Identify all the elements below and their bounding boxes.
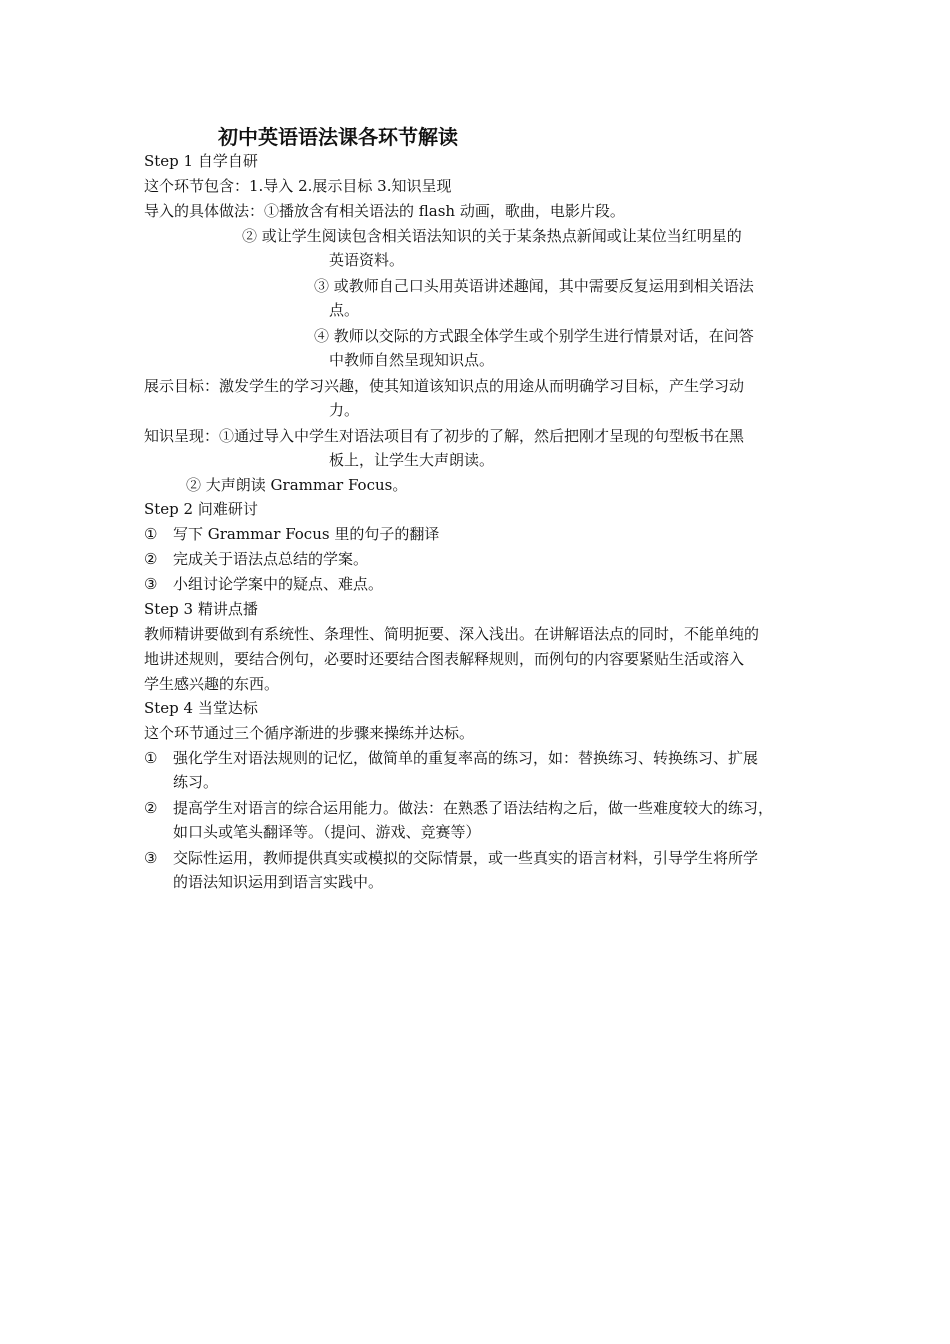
step4-heading: Step 4 当堂达标 [144, 699, 258, 717]
step1-intro-3b: 点。 [329, 301, 360, 319]
step4-item-line2: 的语法知识运用到语言实践中。 [173, 873, 384, 891]
step1-intro-3a: ③ 或教师自己口头用英语讲述趣闻，其中需要反复运用到相关语法 [314, 277, 754, 295]
step2-item-text: 写下 Grammar Focus 里的句子的翻译 [173, 525, 440, 543]
step4-item-line1: 强化学生对语法规则的记忆，做简单的重复率高的练习，如：替换练习、转换练习、扩展 [173, 749, 759, 767]
step4-item-num: ② [144, 799, 158, 817]
step1-goal-a: 展示目标：激发学生的学习兴趣，使其知道该知识点的用途从而明确学习目标，产生学习动 [144, 377, 745, 395]
step1-intro-1: 导入的具体做法：①播放含有相关语法的 flash 动画，歌曲，电影片段。 [144, 202, 625, 220]
step2-item-num: ③ [144, 575, 158, 593]
step2-item-text: 小组讨论学案中的疑点、难点。 [173, 575, 384, 593]
step1-goal-b: 力。 [329, 401, 360, 419]
step3-paragraph-line: 地讲述规则，要结合例句，必要时还要结合图表解释规则，而例句的内容要紧贴生活或溶入 [144, 650, 745, 668]
step4-item-line2: 练习。 [173, 773, 219, 791]
step2-item-num: ② [144, 550, 158, 568]
step1-intro-4a: ④ 教师以交际的方式跟全体学生或个别学生进行情景对话，在问答 [314, 327, 754, 345]
step1-know-2: ② 大声朗读 Grammar Focus。 [186, 476, 408, 494]
document-title: 初中英语语法课各环节解读 [218, 125, 458, 149]
step1-intro-2a: ② 或让学生阅读包含相关语法知识的关于某条热点新闻或让某位当红明星的 [242, 227, 742, 245]
step2-item-text: 完成关于语法点总结的学案。 [173, 550, 369, 568]
step4-item-line1: 交际性运用，教师提供真实或模拟的交际情景，或一些真实的语言材料，引导学生将所学 [173, 849, 759, 867]
step4-item-num: ① [144, 749, 158, 767]
step2-item-num: ① [144, 525, 158, 543]
step3-paragraph-line: 教师精讲要做到有系统性、条理性、简明扼要、深入浅出。在讲解语法点的同时，不能单纯的 [144, 625, 760, 643]
step1-intro-2b: 英语资料。 [329, 251, 405, 269]
step4-intro: 这个环节通过三个循序渐进的步骤来操练并达标。 [144, 724, 475, 742]
step1-intro-4b: 中教师自然呈现知识点。 [329, 351, 495, 369]
step4-item-line1: 提高学生对语言的综合运用能力。做法：在熟悉了语法结构之后，做一些难度较大的练习， [173, 799, 774, 817]
step2-heading: Step 2 问难研讨 [144, 500, 258, 518]
step3-heading: Step 3 精讲点播 [144, 600, 258, 618]
step1-contents: 这个环节包含：1.导入 2.展示目标 3.知识呈现 [144, 177, 452, 195]
step1-know-b: 板上，让学生大声朗读。 [329, 451, 495, 469]
step3-paragraph-line: 学生感兴趣的东西。 [144, 675, 280, 693]
step4-item-num: ③ [144, 849, 158, 867]
step1-know-a: 知识呈现：①通过导入中学生对语法项目有了初步的了解，然后把刚才呈现的句型板书在黑 [144, 427, 745, 445]
step4-item-line2: 如口头或笔头翻译等。（提问、游戏、竞赛等） [173, 823, 481, 841]
step1-heading: Step 1 自学自研 [144, 152, 258, 170]
